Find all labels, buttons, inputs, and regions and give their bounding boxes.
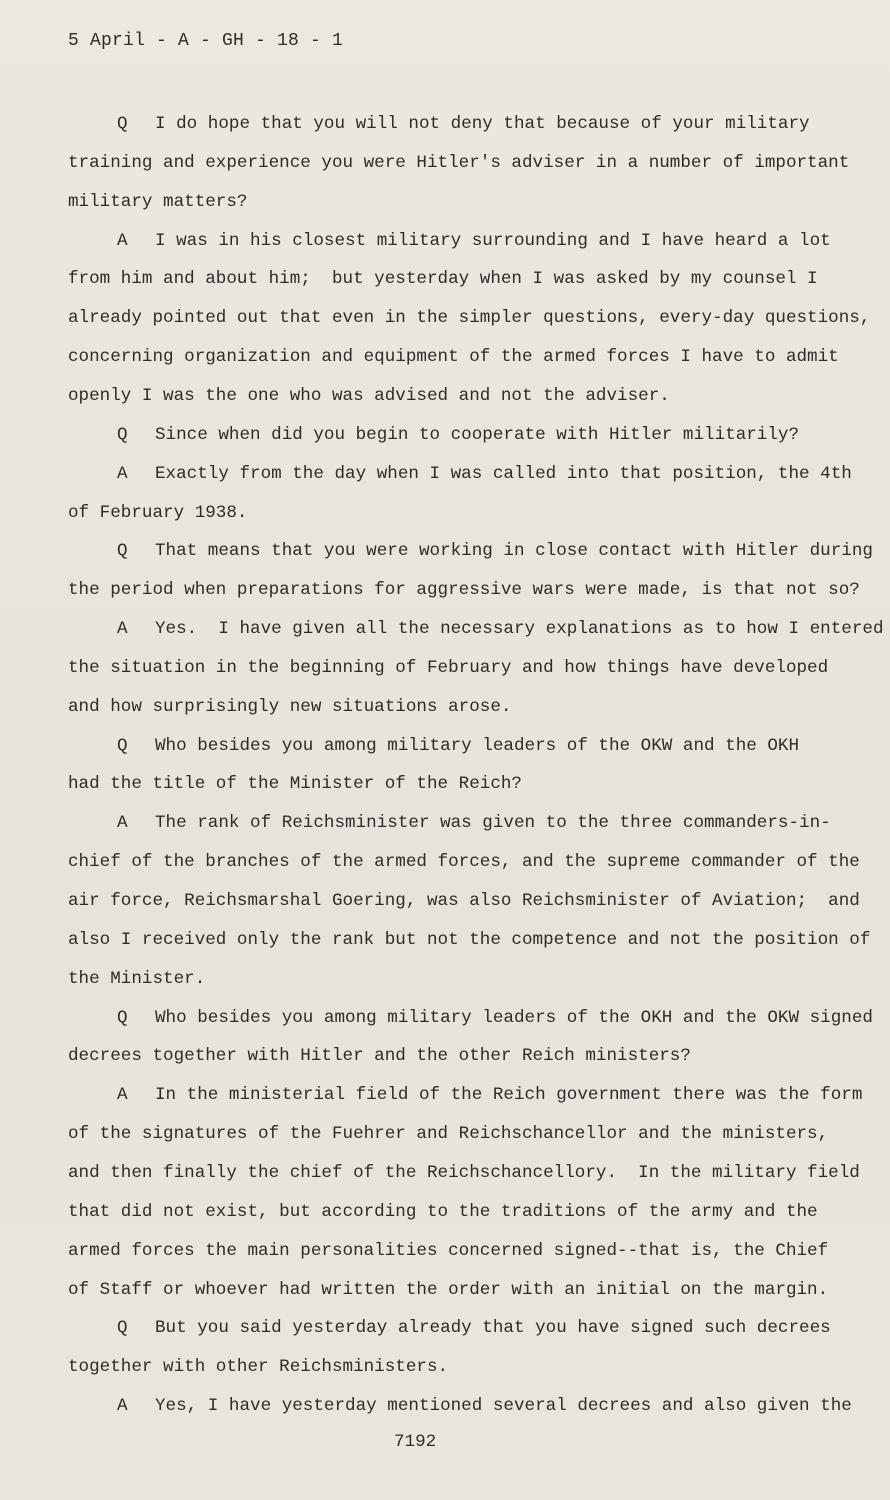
question-marker: Q [117, 1007, 128, 1028]
answer-marker: A [117, 619, 128, 640]
transcript-line: concerning organization and equipment of the armed forces I have to admit [68, 347, 839, 368]
transcript-line: armed forces the main personalities concerned signed--that is, the Chief [68, 1240, 829, 1261]
transcript-line: had the title of the Minister of the Reich? [68, 774, 522, 795]
transcript-line: Yes. I have given all the necessary explanations as to how I entered [155, 619, 884, 640]
transcript-line: But you said yesterday already that you have signed such decrees [155, 1318, 831, 1339]
question-marker: Q [117, 541, 128, 562]
transcript-line: The rank of Reichsminister was given to the three commanders-in- [155, 813, 831, 834]
page-header: 5 April - A - GH - 18 - 1 [68, 31, 344, 51]
transcript-line: I was in his closest military surrounding and I have heard a lot [155, 230, 831, 251]
transcript-line: Yes, I have yesterday mentioned several decrees and also given the [155, 1396, 852, 1417]
transcript-line: Who besides you among military leaders of the OKW and the OKH [155, 735, 800, 756]
question-marker: Q [117, 735, 128, 756]
answer-marker: A [117, 463, 128, 484]
question-marker: Q [117, 114, 128, 134]
transcript-line: military matters? [68, 191, 248, 212]
answer-marker: A [117, 1085, 128, 1106]
transcript-line: training and experience you were Hitler's adviser in a number of important [68, 152, 850, 173]
answer-marker: A [117, 1396, 128, 1417]
transcript-line: That means that you were working in close contact with Hitler during [155, 541, 873, 562]
transcript-line: and how surprisingly new situations arose. [68, 696, 512, 717]
page-number: 7192 [394, 1432, 437, 1452]
question-marker: Q [117, 1318, 128, 1339]
transcript-line: of the signatures of the Fuehrer and Reichschancellor and the ministers, [68, 1124, 829, 1145]
transcript-line: Exactly from the day when I was called into that position, the 4th [155, 463, 852, 484]
transcript-line: In the ministerial field of the Reich government there was the form [155, 1085, 863, 1106]
question-marker: Q [117, 424, 128, 445]
answer-marker: A [117, 813, 128, 834]
transcript-line: the period when preparations for aggressive wars were made, is that not so? [68, 580, 860, 601]
transcript-line: of Staff or whoever had written the order with an initial on the margin. [68, 1279, 829, 1300]
transcript-line: from him and about him; but yesterday when I was asked by my counsel I [68, 269, 818, 290]
transcript-line: decrees together with Hitler and the other Reich ministers? [68, 1046, 691, 1067]
transcript-line: and then finally the chief of the Reichschancellory. In the military field [68, 1162, 860, 1183]
answer-marker: A [117, 230, 128, 251]
transcript-line: also I received only the rank but not the competence and not the position of [68, 929, 871, 950]
transcript-line: Who besides you among military leaders of the OKH and the OKW signed [155, 1007, 873, 1028]
transcript-line: chief of the branches of the armed forces, and the supreme commander of the [68, 852, 860, 873]
transcript-line: that did not exist, but according to the traditions of the army and the [68, 1201, 818, 1222]
transcript-line: the Minister. [68, 968, 206, 989]
transcript-line: already pointed out that even in the simpler questions, every-day questions, [68, 308, 871, 329]
transcript-line: together with other Reichsministers. [68, 1357, 449, 1378]
transcript-line: the situation in the beginning of February and how things have developed [68, 657, 829, 678]
transcript-line: Since when did you begin to cooperate with Hitler militarily? [155, 424, 800, 445]
transcript-line: air force, Reichsmarshal Goering, was also Reichsminister of Aviation; and [68, 891, 860, 911]
transcript-line: I do hope that you will not deny that because of your military [155, 114, 810, 134]
transcript-line: of February 1938. [68, 502, 248, 523]
transcript-line: openly I was the one who was advised and not the adviser. [68, 385, 670, 406]
